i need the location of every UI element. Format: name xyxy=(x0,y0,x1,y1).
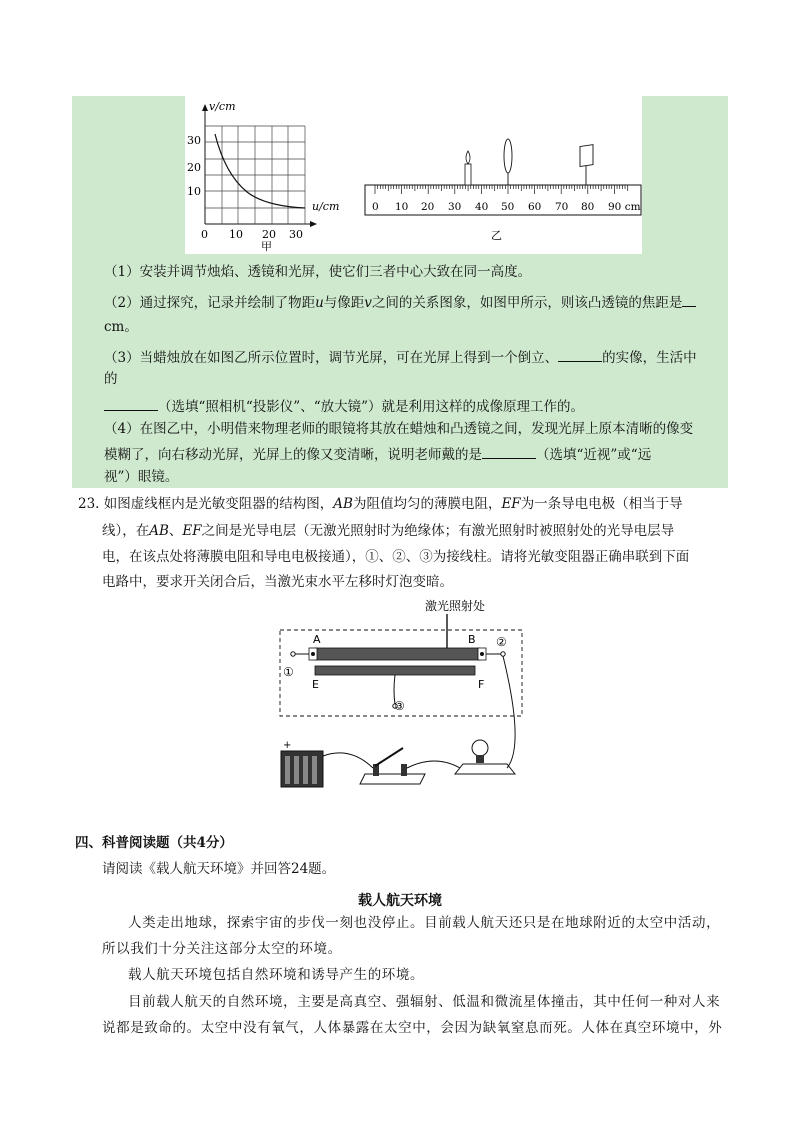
article-p1-line1: 人类走出地球，探索宇宙的步伐一刻也没停止。目前载人航天还只是在地球附近的太空中活动， xyxy=(128,915,721,931)
label-b: B xyxy=(468,633,476,646)
circuit-figure xyxy=(275,596,525,801)
q23-text-2c: 之间是光导电层（无激光照射时为绝缘体；有激光照射时被照射处的光导电层导 xyxy=(201,523,675,539)
q23-line4: 电路中，要求开关闭合后，当激光束水平左移时灯泡变暗。 xyxy=(102,574,453,590)
optical-bench xyxy=(365,139,641,242)
bench-tick-20: 20 xyxy=(421,201,435,213)
q22-step2-text-c: 之间的关系图象，如图甲所示，则该凸透镜的焦距是 xyxy=(371,295,683,311)
q23-line3: 电，在该点处将薄膜电阻和导电电极接通），①、②、③为接线柱。请将光敏变阻器正确串联到下面 xyxy=(102,549,690,565)
q22-step4-text-c: （选填“近视”或“远 xyxy=(536,447,652,463)
q23-number: 23. xyxy=(78,496,100,512)
circuit-svg xyxy=(275,596,525,801)
flame-icon xyxy=(466,151,470,164)
q22-step4: （4）在图乙中，小明借来物理老师的眼镜将其放在蜡烛和凸透镜之间，发现光屏上原本清晰的像变 xyxy=(104,421,694,437)
q22-step2 xyxy=(104,292,696,312)
figure-panel xyxy=(185,96,642,254)
q23-text-1b: 为阻值均匀的薄膜电阻， xyxy=(352,496,502,512)
label-terminal-1: ① xyxy=(283,665,294,679)
terminal-2[interactable] xyxy=(501,652,505,656)
film-resistor-ab xyxy=(315,648,480,660)
x-tick-30: 30 xyxy=(289,228,303,241)
section-heading: 四、科普阅读题（共4分） xyxy=(75,835,233,851)
bench-tick-0: 0 xyxy=(372,201,379,213)
bench-tick-40: 40 xyxy=(475,201,489,213)
q22-step4-line3: 视”）眼镜。 xyxy=(104,469,179,485)
x-tick-0: 0 xyxy=(201,228,208,241)
bench-tick-90: 90 cm xyxy=(608,201,641,213)
q22-step2-text-a: （2）通过探究，记录并绘制了物距 xyxy=(104,295,316,311)
label-e: E xyxy=(312,678,319,691)
focal-length-blank[interactable] xyxy=(682,292,696,307)
q22-step2-text-b: 与像距 xyxy=(323,295,365,311)
label-terminal-3: ③ xyxy=(394,699,405,713)
q22-step4-text-b: 模糊了，向右移动光屏，光屏上的像又变清晰，说明老师戴的是 xyxy=(104,447,482,463)
var-u: u xyxy=(315,295,324,311)
x-axis-label: u/cm xyxy=(312,200,340,213)
q22-step3-cont: 的 xyxy=(104,371,118,387)
y-axis-label: v/cm xyxy=(209,100,236,113)
terminal-1[interactable] xyxy=(291,652,295,656)
svg-text:+: + xyxy=(283,740,292,751)
article-p3-line1: 目前载人航天的自然环境，主要是高真空、强辐射、低温和微流星体撞击，其中任何一种对人来 xyxy=(128,994,721,1010)
q23-text-1a: 如图虚线框内是光敏变阻器的结构图， xyxy=(103,496,334,512)
label-f: F xyxy=(478,678,485,691)
y-tick-30: 30 xyxy=(187,134,201,147)
bench-tick-10: 10 xyxy=(395,201,409,213)
bench-tick-60: 60 xyxy=(528,201,542,213)
x-tick-10: 10 xyxy=(229,228,243,241)
label-terminal-2: ② xyxy=(496,635,507,649)
article-p1-line2: 所以我们十分关注这部分太空的环境。 xyxy=(102,941,342,957)
laser-label: 激光照射处 xyxy=(425,599,486,613)
x-axis-arrow-icon xyxy=(310,221,317,227)
graph-grid xyxy=(205,126,305,224)
caption-jia: 甲 xyxy=(261,240,272,253)
q22-step3-text-d: （选填“照相机“投影仪”、“放大镜”）就是利用这样的成像原理工作的。 xyxy=(158,399,585,415)
var-ef: EF xyxy=(501,496,521,512)
y-axis-arrow-icon xyxy=(202,104,208,111)
q22-step4-line2 xyxy=(104,444,651,464)
article-title: 载人航天环境 xyxy=(358,893,442,909)
q22-step1: （1）安装并调节烛焰、透镜和光屏，使它们三者中心大致在同一高度。 xyxy=(104,264,532,280)
var-v: v xyxy=(364,295,372,311)
q23-line2 xyxy=(102,522,674,540)
bench-tick-50: 50 xyxy=(501,201,515,213)
q23-line1 xyxy=(78,495,683,513)
y-tick-20: 20 xyxy=(187,161,201,174)
y-tick-10: 10 xyxy=(187,185,201,198)
q23-text-1c: 为一条导电电极（相当于导 xyxy=(520,496,683,512)
q22-step3 xyxy=(104,347,697,367)
q22-step3-text-a: （3）当蜡烛放在如图乙所示位置时，调节光屏，可在光屏上得到一个倒立、 xyxy=(104,350,559,366)
var-ab: AB xyxy=(333,496,353,512)
q23-text-2a: 线），在 xyxy=(102,523,150,539)
screen-icon xyxy=(580,145,593,167)
section-intro: 请阅读《载人航天环境》并回答24题。 xyxy=(102,861,336,877)
caption-yi: 乙 xyxy=(491,229,502,242)
bench-tick-30: 30 xyxy=(448,201,462,213)
var-ef-2: EF xyxy=(182,523,202,539)
graph-jia xyxy=(187,100,339,253)
lamp-icon xyxy=(455,740,515,774)
label-a: A xyxy=(313,633,321,646)
glasses-type-blank[interactable] xyxy=(482,444,536,459)
battery-icon xyxy=(281,740,323,787)
q22-step2-unit: cm。 xyxy=(104,319,138,335)
q22-step3-text-b: 的实像，生活中 xyxy=(602,350,697,366)
u-v-curve xyxy=(215,134,305,208)
lens-figure xyxy=(185,96,642,254)
device-blank[interactable] xyxy=(104,396,158,411)
article-p2: 载人航天环境包括自然环境和诱导产生的环境。 xyxy=(128,967,425,983)
q23-text-2b: 、 xyxy=(168,523,183,539)
article-p3-line2: 说都是致命的。太空中没有氧气，人体暴露在太空中，会因为缺氧窒息而死。人体在真空环境中，外 xyxy=(102,1020,723,1036)
image-type-blank[interactable] xyxy=(558,347,602,362)
bench-tick-80: 80 xyxy=(581,201,595,213)
x-tick-20: 20 xyxy=(262,228,276,241)
bench-tick-70: 70 xyxy=(555,201,569,213)
q22-step3-line2 xyxy=(104,396,584,416)
var-ab-2: AB xyxy=(149,523,169,539)
lens-icon xyxy=(504,139,512,173)
switch-icon[interactable] xyxy=(360,748,425,784)
electrode-ef xyxy=(315,666,475,675)
candle-icon xyxy=(465,164,471,185)
